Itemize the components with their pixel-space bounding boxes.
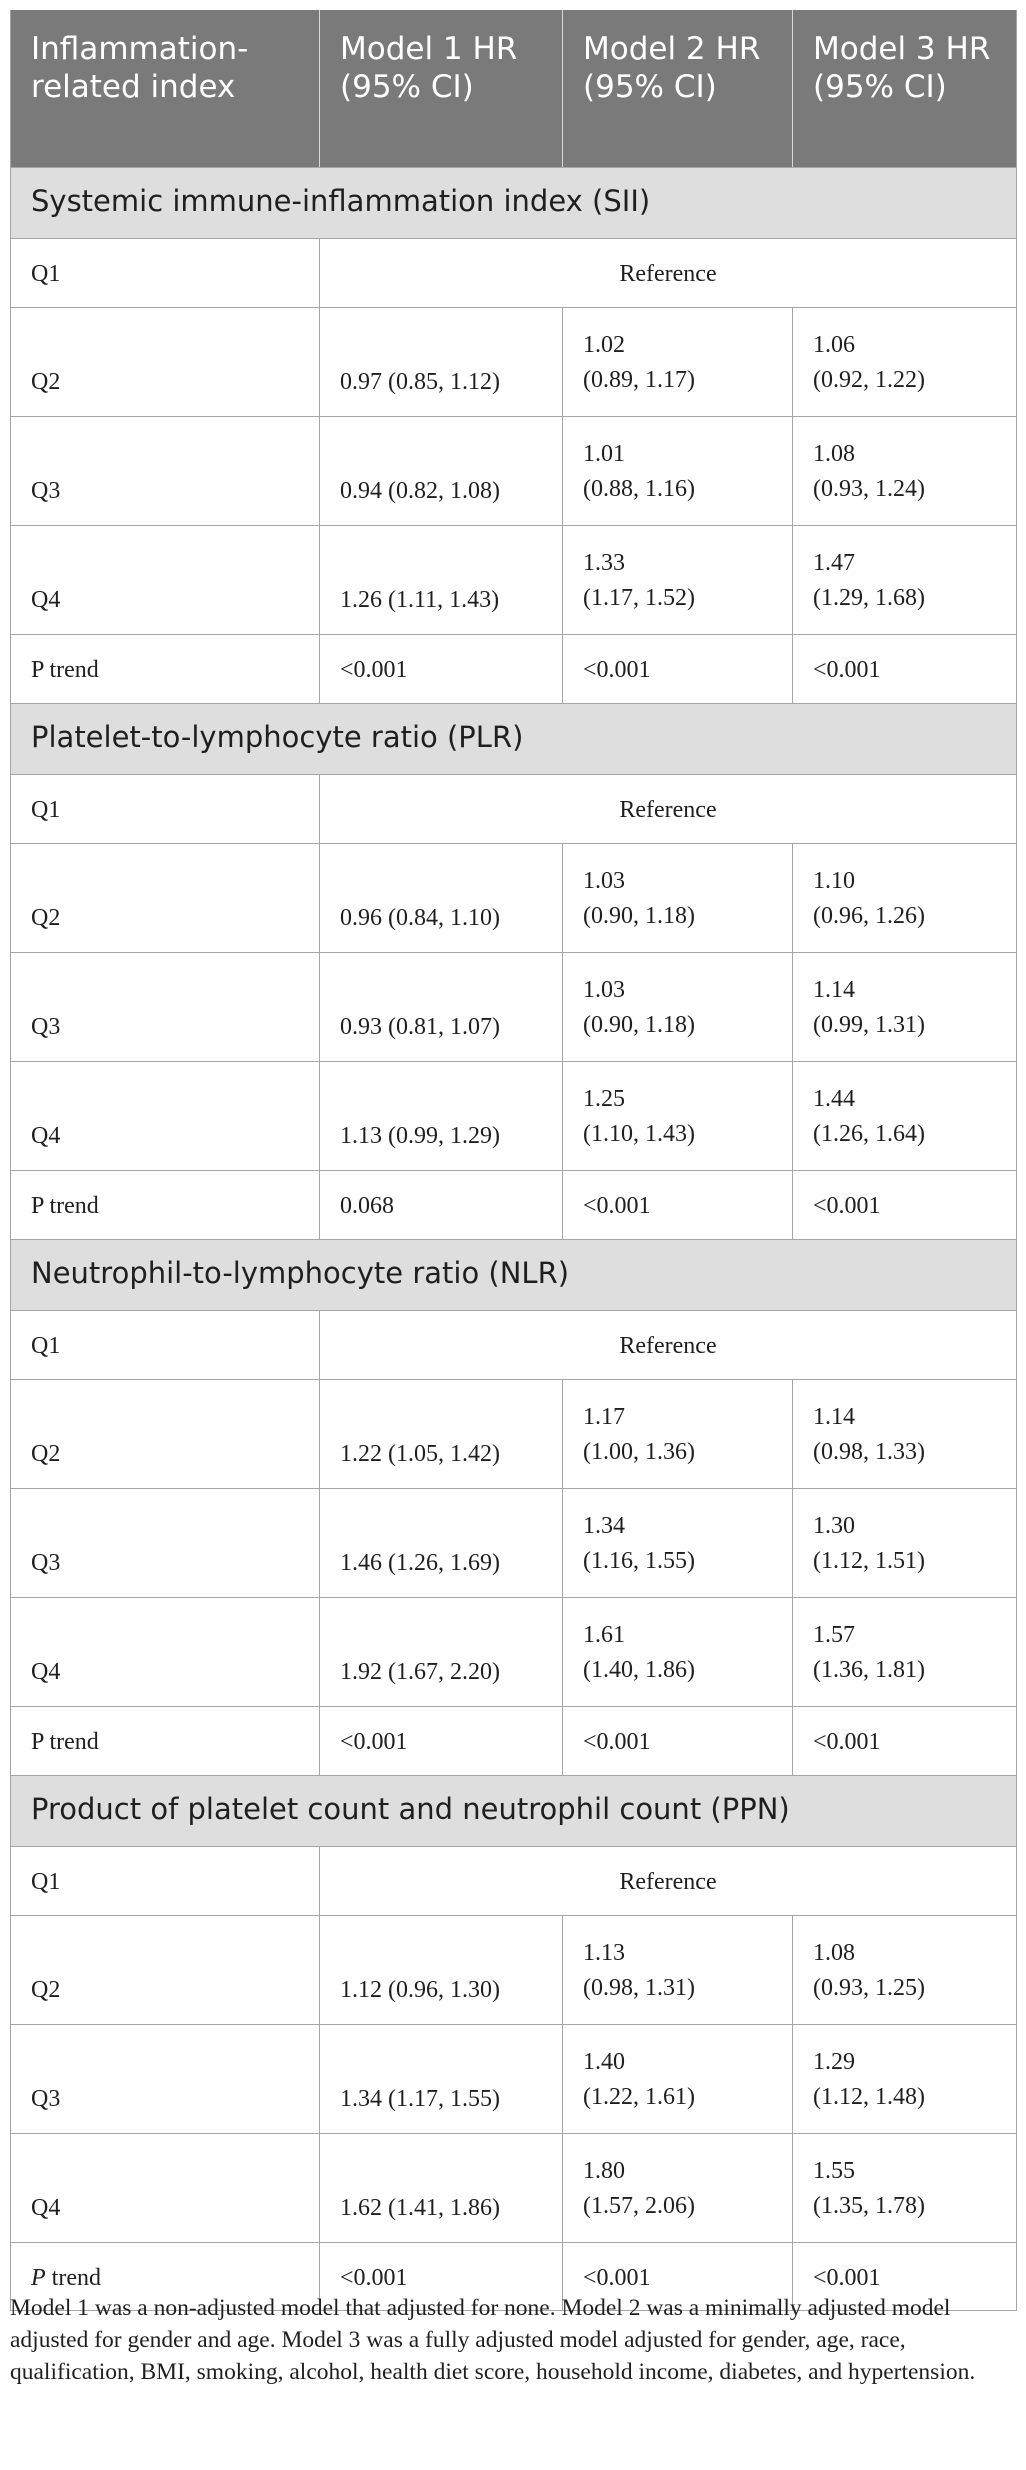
- model-2-ci: (0.90, 1.18): [583, 903, 695, 929]
- model-3-ci: (1.26, 1.64): [813, 1121, 925, 1147]
- model-3-value: [813, 2045, 925, 2115]
- row-label: Q4: [31, 1659, 61, 1685]
- model-2-ci: (0.90, 1.18): [583, 1012, 695, 1038]
- model-3-estimate: 1.29: [813, 2049, 855, 2075]
- model-3-value: [813, 973, 925, 1043]
- p-trend-label: P trend: [11, 1171, 320, 1239]
- p-trend-label: P trend: [11, 2243, 320, 2310]
- row-label: Q3: [31, 478, 61, 504]
- model-3-cell: [793, 417, 1017, 525]
- row-label-cell: [11, 1489, 320, 1597]
- model-3-value: [813, 864, 925, 934]
- model-1-value: 0.97 (0.85, 1.12): [340, 369, 500, 395]
- table-row: [11, 1597, 1017, 1706]
- model-3-estimate: 1.44: [813, 1086, 855, 1112]
- row-label-cell: [11, 953, 320, 1061]
- model-3-cell: [793, 953, 1017, 1061]
- table-row: [11, 843, 1017, 952]
- row-label: Q2: [31, 905, 61, 931]
- table-footnote: Model 1 was a non-adjusted model that adjusted for none. Model 2 was a minimally adjusted model adjusted for gender and age. Model 3 was a fully adjusted model adjusted for gender, age, race, qualification, BMI, smoking, alcohol, health diet score, household income, diabetes, and hypertension.: [10, 2295, 976, 2385]
- reference-cell: Reference: [320, 239, 1017, 307]
- reference-cell: Reference: [320, 1311, 1017, 1379]
- p-trend-label: P trend: [11, 635, 320, 703]
- model-1-cell: [320, 1062, 563, 1170]
- row-label: Q3: [31, 1014, 61, 1040]
- row-label: Q1: [11, 1847, 320, 1915]
- model-1-value: 0.96 (0.84, 1.10): [340, 905, 500, 931]
- model-1-cell: [320, 2025, 563, 2133]
- model-3-ci: (1.36, 1.81): [813, 1657, 925, 1683]
- model-2-estimate: 1.33: [583, 550, 625, 576]
- model-2-estimate: 1.03: [583, 977, 625, 1003]
- model-2-value: [583, 2154, 695, 2224]
- model-1-value: 1.34 (1.17, 1.55): [340, 2086, 500, 2112]
- table-row: [11, 774, 1017, 843]
- model-1-value: 1.62 (1.41, 1.86): [340, 2195, 500, 2221]
- model-1-cell: [320, 2134, 563, 2242]
- table-row: [11, 1488, 1017, 1597]
- model-2-cell: [563, 1489, 793, 1597]
- model-2-value: [583, 1618, 695, 1688]
- p-trend-model-1: 0.068: [320, 1171, 563, 1239]
- model-1-cell: [320, 844, 563, 952]
- row-label-cell: [11, 1598, 320, 1706]
- row-label-cell: [11, 1062, 320, 1170]
- model-3-estimate: 1.55: [813, 2158, 855, 2184]
- model-3-value: [813, 546, 925, 616]
- model-3-estimate: 1.14: [813, 977, 855, 1003]
- model-3-ci: (0.98, 1.33): [813, 1439, 925, 1465]
- model-3-value: [813, 2154, 925, 2224]
- table-row: [11, 1061, 1017, 1170]
- p-trend-model-1: <0.001: [320, 2243, 563, 2310]
- model-2-cell: [563, 2134, 793, 2242]
- model-2-ci: (0.88, 1.16): [583, 476, 695, 502]
- model-2-estimate: 1.80: [583, 2158, 625, 2184]
- model-2-estimate: 1.01: [583, 441, 625, 467]
- row-label-cell: [11, 526, 320, 634]
- model-2-cell: [563, 844, 793, 952]
- p-trend-model-3: <0.001: [793, 2243, 1017, 2310]
- p-trend-row: [11, 1170, 1017, 1239]
- section-title: Neutrophil-to-lymphocyte ratio (NLR): [11, 1239, 1017, 1310]
- model-3-cell: [793, 1489, 1017, 1597]
- model-3-cell: [793, 308, 1017, 416]
- model-2-estimate: 1.25: [583, 1086, 625, 1112]
- model-2-ci: (1.16, 1.55): [583, 1548, 695, 1574]
- table-row: [11, 1379, 1017, 1488]
- model-2-cell: [563, 1380, 793, 1488]
- row-label-cell: [11, 2134, 320, 2242]
- p-italic: P: [31, 2265, 46, 2291]
- row-label: Q4: [31, 1123, 61, 1149]
- model-2-cell: [563, 417, 793, 525]
- model-1-value: 1.12 (0.96, 1.30): [340, 1977, 500, 2003]
- section-title: Product of platelet count and neutrophil count (PPN): [11, 1775, 1017, 1846]
- model-1-cell: [320, 1489, 563, 1597]
- model-2-ci: (1.57, 2.06): [583, 2193, 695, 2219]
- model-3-ci: (1.12, 1.48): [813, 2084, 925, 2110]
- row-label-cell: [11, 844, 320, 952]
- p-trend-model-3: <0.001: [793, 1707, 1017, 1775]
- table-row: [11, 238, 1017, 307]
- model-1-value: 0.93 (0.81, 1.07): [340, 1014, 500, 1040]
- p-trend-model-1: <0.001: [320, 1707, 563, 1775]
- model-2-ci: (1.22, 1.61): [583, 2084, 695, 2110]
- table-row: [11, 952, 1017, 1061]
- table-row: [11, 2133, 1017, 2242]
- model-2-value: [583, 328, 695, 398]
- model-2-value: [583, 1082, 695, 1152]
- model-2-estimate: 1.61: [583, 1622, 625, 1648]
- model-3-cell: [793, 2134, 1017, 2242]
- model-1-cell: [320, 417, 563, 525]
- p-trend-model-3: <0.001: [793, 1171, 1017, 1239]
- table-body: [11, 167, 1017, 2311]
- model-3-ci: (1.35, 1.78): [813, 2193, 925, 2219]
- model-3-estimate: 1.14: [813, 1404, 855, 1430]
- row-label: Q1: [11, 239, 320, 307]
- row-label-cell: [11, 1916, 320, 2024]
- row-label: Q2: [31, 1441, 61, 1467]
- model-3-ci: (0.93, 1.24): [813, 476, 925, 502]
- reference-cell: Reference: [320, 775, 1017, 843]
- model-3-cell: [793, 844, 1017, 952]
- model-1-cell: [320, 526, 563, 634]
- model-1-value: 0.94 (0.82, 1.08): [340, 478, 500, 504]
- model-2-estimate: 1.03: [583, 868, 625, 894]
- model-2-estimate: 1.02: [583, 332, 625, 358]
- p-trend-model-2: <0.001: [563, 635, 793, 703]
- model-2-value: [583, 1400, 695, 1470]
- model-1-value: 1.92 (1.67, 2.20): [340, 1659, 500, 1685]
- model-1-cell: [320, 953, 563, 1061]
- model-3-cell: [793, 1062, 1017, 1170]
- section-title: Systemic immune-inflammation index (SII): [11, 167, 1017, 238]
- model-3-estimate: 1.47: [813, 550, 855, 576]
- row-label: Q4: [31, 2195, 61, 2221]
- header-model-3: Model 3 HR (95% CI): [793, 10, 1017, 167]
- table-row: [11, 307, 1017, 416]
- model-2-ci: (1.40, 1.86): [583, 1657, 695, 1683]
- model-2-cell: [563, 2025, 793, 2133]
- model-1-value: 1.26 (1.11, 1.43): [340, 587, 500, 613]
- row-label: Q4: [31, 587, 61, 613]
- model-3-ci: (0.93, 1.25): [813, 1975, 925, 2001]
- model-3-ci: (1.12, 1.51): [813, 1548, 925, 1574]
- model-3-value: [813, 1400, 925, 1470]
- model-3-cell: [793, 1380, 1017, 1488]
- table-header: [11, 10, 1017, 167]
- table-row: [11, 1310, 1017, 1379]
- model-1-cell: [320, 1916, 563, 2024]
- model-2-value: [583, 864, 695, 934]
- model-1-value: 1.22 (1.05, 1.42): [340, 1441, 500, 1467]
- model-1-cell: [320, 1380, 563, 1488]
- reference-cell: Reference: [320, 1847, 1017, 1915]
- row-label: Q3: [31, 1550, 61, 1576]
- row-label-cell: [11, 417, 320, 525]
- header-index: Inflammation-related index: [11, 10, 320, 167]
- table-row: [11, 1915, 1017, 2024]
- row-label-cell: [11, 2025, 320, 2133]
- model-2-value: [583, 1936, 695, 2006]
- header-model-1: Model 1 HR (95% CI): [320, 10, 563, 167]
- model-3-estimate: 1.08: [813, 441, 855, 467]
- model-3-ci: (0.96, 1.26): [813, 903, 925, 929]
- model-3-cell: [793, 2025, 1017, 2133]
- table-row: [11, 2024, 1017, 2133]
- model-3-estimate: 1.08: [813, 1940, 855, 1966]
- table-row: [11, 416, 1017, 525]
- model-2-cell: [563, 526, 793, 634]
- p-trend-model-2: <0.001: [563, 1171, 793, 1239]
- p-trend-model-1: <0.001: [320, 635, 563, 703]
- p-trend-row: [11, 1706, 1017, 1775]
- model-3-estimate: 1.30: [813, 1513, 855, 1539]
- model-3-ci: (0.99, 1.31): [813, 1012, 925, 1038]
- model-2-value: [583, 1509, 695, 1579]
- model-2-cell: [563, 953, 793, 1061]
- p-trend-row: [11, 634, 1017, 703]
- row-label-cell: [11, 1380, 320, 1488]
- p-trend-model-3: <0.001: [793, 635, 1017, 703]
- model-3-estimate: 1.57: [813, 1622, 855, 1648]
- model-2-ci: (0.89, 1.17): [583, 367, 695, 393]
- hazard-ratio-table: [10, 10, 1017, 2311]
- model-3-value: [813, 1618, 925, 1688]
- row-label: Q1: [11, 775, 320, 843]
- model-3-value: [813, 328, 925, 398]
- p-trend-model-2: <0.001: [563, 1707, 793, 1775]
- model-2-ci: (0.98, 1.31): [583, 1975, 695, 2001]
- model-3-value: [813, 437, 925, 507]
- table-row: [11, 1846, 1017, 1915]
- model-3-ci: (1.29, 1.68): [813, 585, 925, 611]
- model-3-cell: [793, 1598, 1017, 1706]
- model-3-value: [813, 1936, 925, 2006]
- model-2-value: [583, 546, 695, 616]
- model-2-ci: (1.00, 1.36): [583, 1439, 695, 1465]
- row-label-cell: [11, 308, 320, 416]
- model-1-cell: [320, 308, 563, 416]
- row-label: Q2: [31, 1977, 61, 2003]
- model-3-estimate: 1.10: [813, 868, 855, 894]
- model-2-estimate: 1.17: [583, 1404, 625, 1430]
- row-label: Q3: [31, 2086, 61, 2112]
- model-2-cell: [563, 308, 793, 416]
- model-3-estimate: 1.06: [813, 332, 855, 358]
- model-2-value: [583, 973, 695, 1043]
- model-3-cell: [793, 1916, 1017, 2024]
- p-trend-label: P trend: [11, 1707, 320, 1775]
- model-2-estimate: 1.34: [583, 1513, 625, 1539]
- model-2-estimate: 1.40: [583, 2049, 625, 2075]
- model-2-ci: (1.17, 1.52): [583, 585, 695, 611]
- model-1-value: 1.46 (1.26, 1.69): [340, 1550, 500, 1576]
- model-3-ci: (0.92, 1.22): [813, 367, 925, 393]
- model-1-value: 1.13 (0.99, 1.29): [340, 1123, 500, 1149]
- header-model-2: Model 2 HR (95% CI): [563, 10, 793, 167]
- model-2-value: [583, 437, 695, 507]
- model-3-value: [813, 1082, 925, 1152]
- model-1-cell: [320, 1598, 563, 1706]
- model-2-cell: [563, 1598, 793, 1706]
- model-2-ci: (1.10, 1.43): [583, 1121, 695, 1147]
- model-2-cell: [563, 1916, 793, 2024]
- model-2-value: [583, 2045, 695, 2115]
- section-title: Platelet-to-lymphocyte ratio (PLR): [11, 703, 1017, 774]
- table-row: [11, 525, 1017, 634]
- row-label: Q2: [31, 369, 61, 395]
- model-2-estimate: 1.13: [583, 1940, 625, 1966]
- model-2-cell: [563, 1062, 793, 1170]
- model-3-value: [813, 1509, 925, 1579]
- p-trend-model-2: <0.001: [563, 2243, 793, 2310]
- model-3-cell: [793, 526, 1017, 634]
- row-label: Q1: [11, 1311, 320, 1379]
